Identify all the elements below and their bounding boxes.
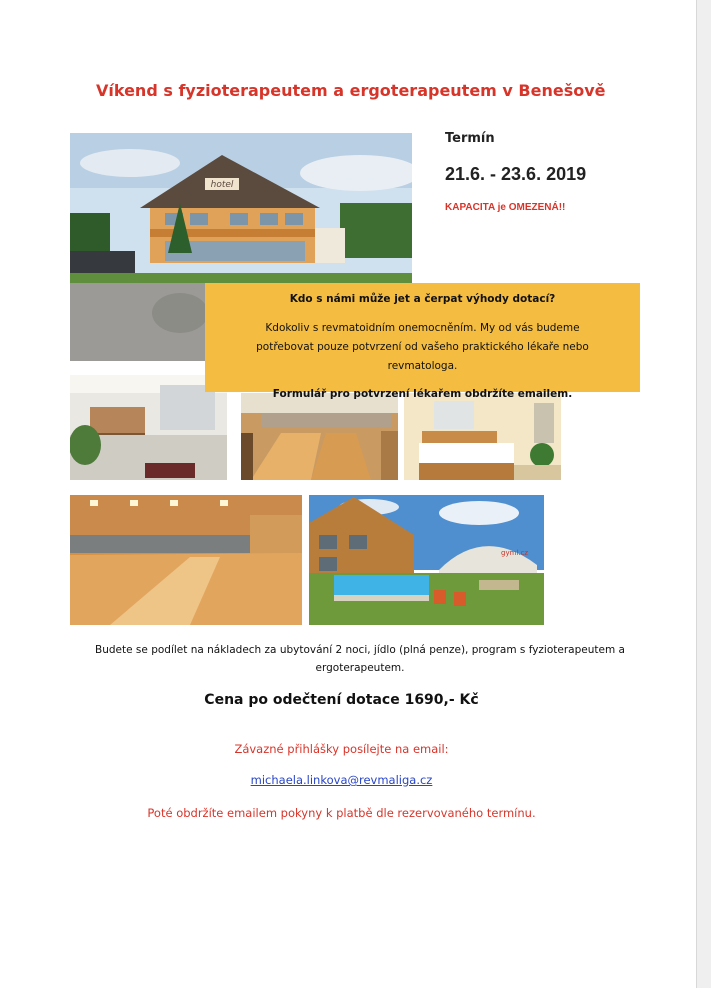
email-link[interactable]: michaela.linkova@revmaliga.cz [250,773,433,787]
pool-building-sign: gyml.cz [501,549,529,557]
hotel-sign-text: hotel [210,180,234,190]
price-text: Cena po odečtení dotace 1690,- Kč [204,692,479,708]
hotel-room-photo [404,393,561,480]
capacity-notice: KAPACITA je OMEZENÁ!! [445,202,566,213]
info-body: Kdokoliv s revmatoidním onemocněním. My od vás budeme potřebovat pouze potvrzení od vašeho praktického lékaře nebo revmatologa. [256,322,589,372]
info-question: Kdo s námi může jet a čerpat výhody dotací? [289,293,556,305]
info-form-note: Formulář pro potvrzení lékařem obdržíte emailem. [272,388,573,400]
page-edge [696,0,711,988]
restaurant-photo [241,393,398,480]
applications-text: Závazné přihlášky posílejte na email: [234,742,449,756]
pool-photo [309,495,544,625]
term-dates: 21.6. - 23.6. 2019 [445,164,587,184]
term-label: Termín [445,131,495,146]
email-line [0,773,683,787]
lobby-photo [70,375,227,480]
gym-hall-photo [70,495,302,625]
page-title: Víkend s fyzioterapeutem a ergoterapeutem v Benešově [96,81,606,100]
info-box [205,283,640,400]
costs-text: Budete se podílet na nákladech za ubytování 2 noci, jídlo (plná penze), program s fyzioterapeutem a ergoterapeutem. [95,644,625,674]
payment-text: Poté obdržíte emailem pokyny k platbě dle rezervovaného termínu. [147,806,536,820]
